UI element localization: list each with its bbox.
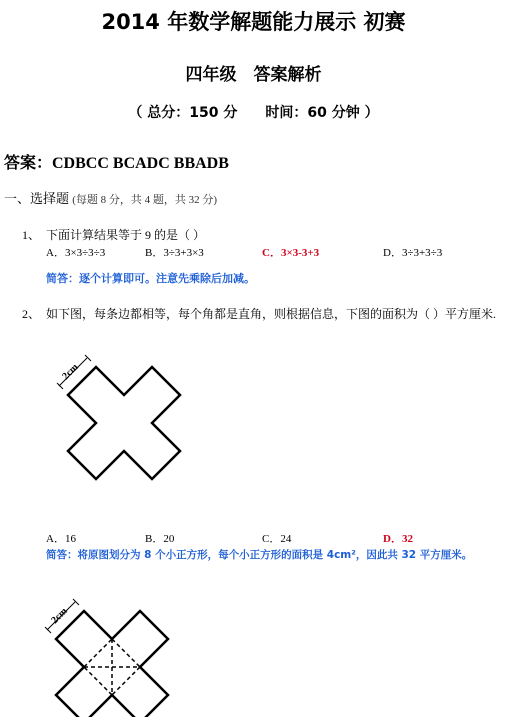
q1-option-c-correct: C．3×3-3+3 bbox=[262, 247, 320, 259]
q2-option-c: C．24 bbox=[262, 533, 292, 545]
dimension-tick bbox=[57, 383, 63, 389]
side-length-label: 2cm bbox=[60, 361, 81, 383]
q2-option-d-correct: D．32 bbox=[383, 533, 413, 545]
dashed-divider bbox=[112, 639, 140, 667]
q2-explanation: 简答：将原图划分为 8 个小正方形，每个小正方形的面积是 4cm²，因此共 32 平方厘米。 bbox=[46, 549, 473, 561]
section-title: 一、选择题 bbox=[4, 191, 70, 206]
answer-key: 答案：CDBCC BCADC BBADB bbox=[4, 155, 229, 172]
document-title: 2014 年数学解题能力展示 初赛 bbox=[101, 10, 406, 34]
q1-option-d: D．3÷3+3÷3 bbox=[383, 247, 443, 259]
dimension-tick bbox=[45, 627, 51, 633]
question-text-2: 如下图，每条边都相等，每个角都是直角，则根据信息，下图的面积为（ ）平方厘米. bbox=[46, 307, 497, 321]
q1-explanation: 简答：逐个计算即可。注意先乘除后加减。 bbox=[46, 272, 255, 285]
dimension-tick bbox=[85, 355, 91, 361]
dimension-tick bbox=[73, 599, 79, 605]
section-note: (每题 8 分，共 4 题，共 32 分) bbox=[72, 194, 218, 206]
side-length-label-2: 2cm bbox=[49, 605, 70, 627]
question-text-1: 下面计算结果等于 9 的是（ ） bbox=[46, 228, 206, 242]
cross-outline bbox=[68, 367, 180, 479]
divided-cross-figure bbox=[45, 599, 168, 717]
score-time-line: （ 总分：150 分 时间：60 分钟 ） bbox=[128, 105, 379, 121]
q2-option-b: B．20 bbox=[145, 533, 175, 545]
question-number-2: 2、 bbox=[22, 307, 41, 321]
q1-option-b: B．3÷3+3×3 bbox=[145, 247, 204, 259]
dashed-divider bbox=[84, 667, 112, 695]
question-number-1: 1、 bbox=[22, 228, 41, 242]
dashed-divider bbox=[84, 639, 112, 667]
q1-option-a: A．3×3÷3÷3 bbox=[46, 247, 106, 259]
q2-option-a: A．16 bbox=[46, 533, 76, 545]
dashed-divider bbox=[112, 667, 140, 695]
grade-subtitle: 四年级 答案解析 bbox=[185, 65, 322, 85]
